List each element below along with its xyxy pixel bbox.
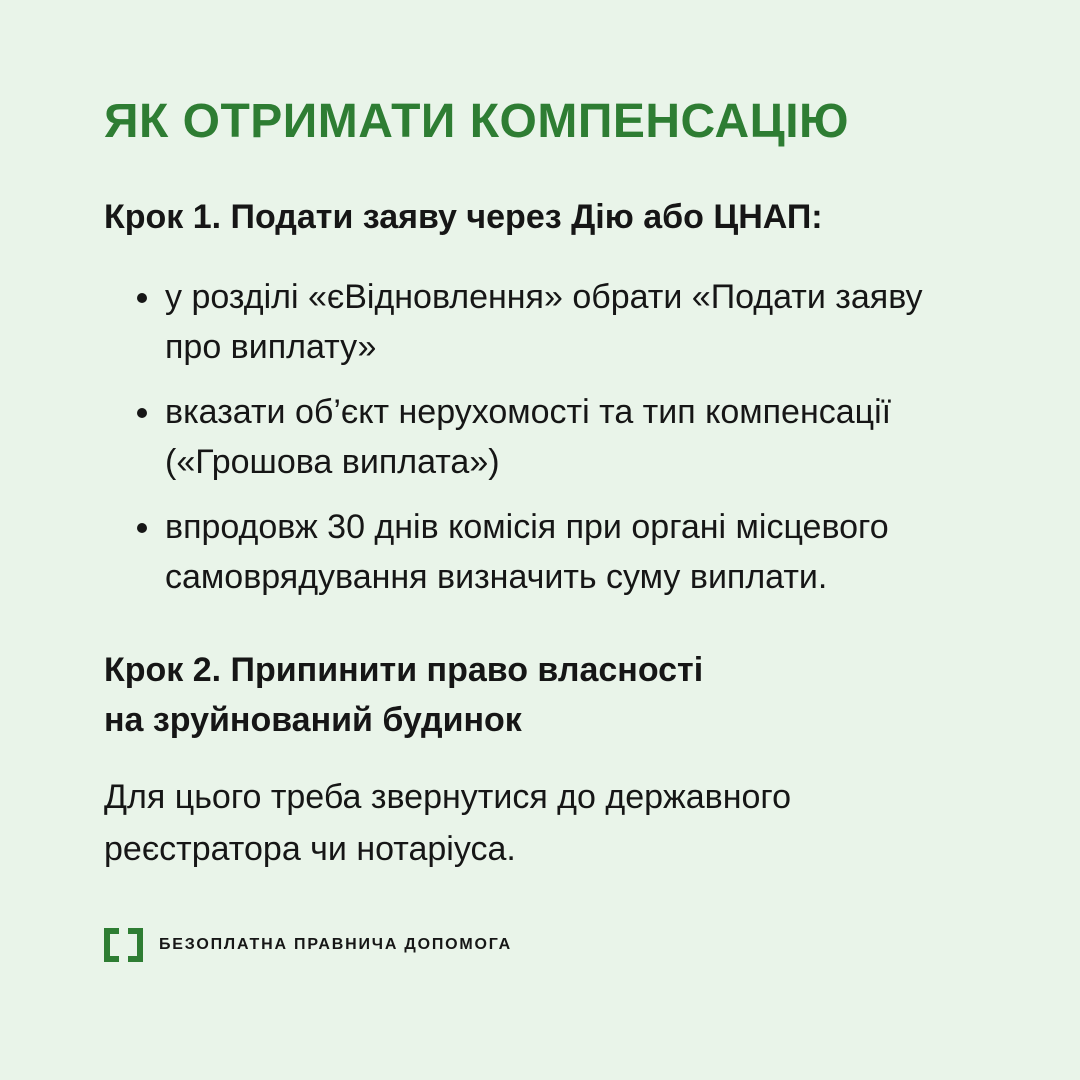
bullet-line: («Грошова виплата») (165, 443, 500, 481)
bullet-line: про виплату» (165, 328, 377, 366)
step2-heading (104, 645, 976, 745)
bullet-line: самоврядування визначить суму виплати. (165, 558, 828, 596)
step2-paragraph (104, 771, 976, 875)
heading-line: на зруйнований будинок (104, 701, 522, 739)
footer-logo (104, 928, 512, 962)
bullet-text (165, 387, 891, 487)
brackets-icon (104, 928, 143, 962)
bullet-dot-icon (137, 408, 147, 418)
bullet-line: впродовж 30 днів комісія при органі місцевого (165, 508, 889, 546)
bullet-text (165, 502, 889, 602)
page-title: ЯК ОТРИМАТИ КОМПЕНСАЦІЮ (104, 95, 850, 148)
paragraph-line: реєстратора чи нотаріуса. (104, 830, 516, 868)
bullet-line: у розділі «єВідновлення» обрати «Подати заяву (165, 278, 923, 316)
list-item (104, 502, 976, 602)
bullet-text (165, 272, 923, 372)
bullet-line: вказати об’єкт нерухомості та тип компенсації (165, 393, 892, 431)
step1-bullet-list (104, 272, 976, 602)
bullet-dot-icon (137, 293, 147, 303)
heading-line: Крок 2. Припинити право власності (104, 651, 704, 689)
bullet-dot-icon (137, 523, 147, 533)
list-item (104, 272, 976, 372)
right-bracket-icon (128, 928, 143, 962)
step1-heading: Крок 1. Подати заяву через Дію або ЦНАП: (104, 198, 823, 236)
footer-logo-text: БЕЗОПЛАТНА ПРАВНИЧА ДОПОМОГА (159, 936, 512, 953)
paragraph-line: Для цього треба звернутися до державного (104, 778, 791, 816)
left-bracket-icon (104, 928, 119, 962)
list-item (104, 387, 976, 487)
